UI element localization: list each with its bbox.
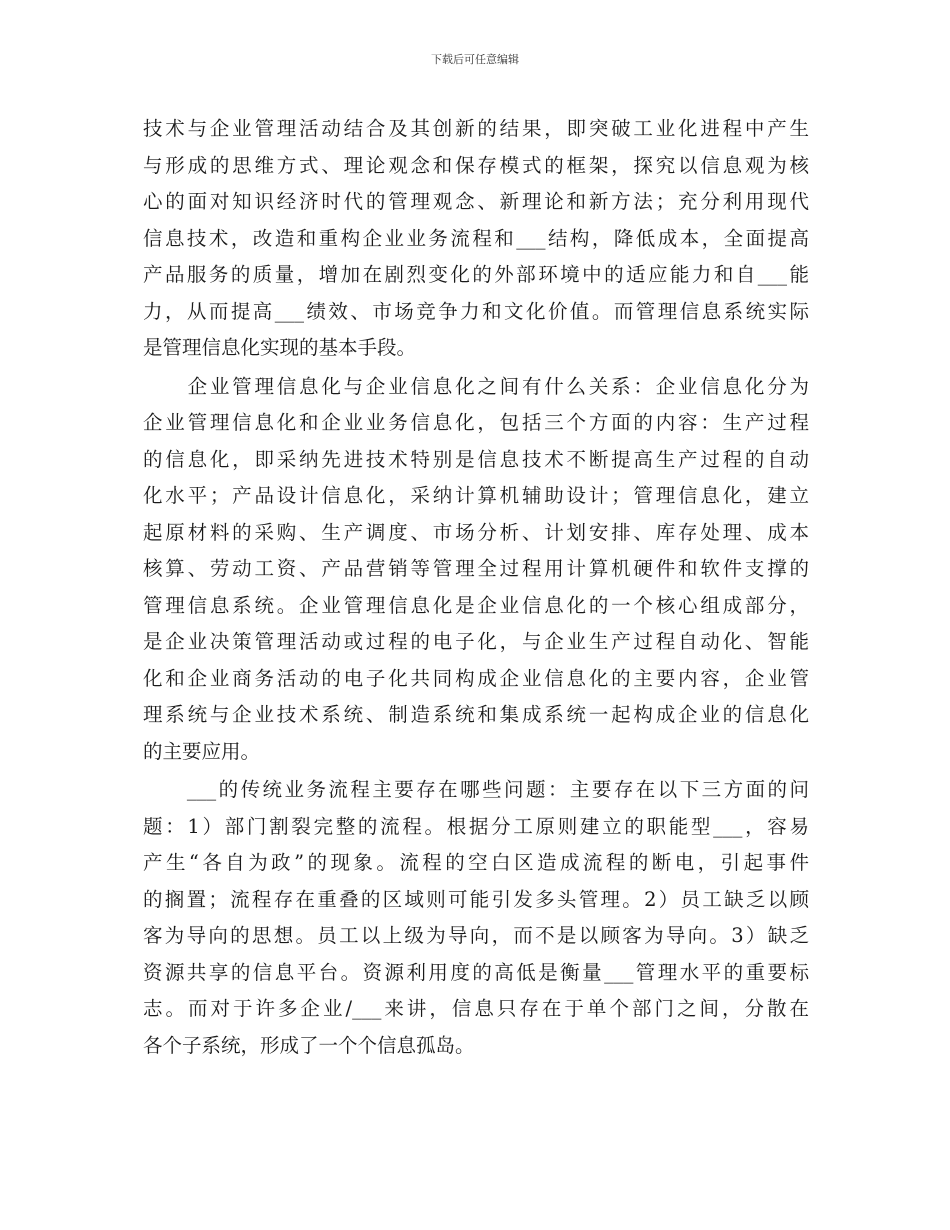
text-line: 各个子系统，形成了一个个信息孤岛。 bbox=[143, 1033, 475, 1057]
text-line: 企业管理信息化与企业信息化之间有什么关系：企业信息化分为 bbox=[143, 374, 809, 398]
text-line: 化水平；产品设计信息化，采纳计算机辅助设计；管理信息化，建立 bbox=[143, 484, 809, 507]
paragraph-3 bbox=[143, 772, 809, 1064]
text-line: 是企业决策管理活动或过程的电子化，与企业生产过程自动化、智能 bbox=[143, 630, 809, 653]
text-line: 的主要应用。 bbox=[143, 739, 261, 763]
text-line: 资源共享的信息平台。资源利用度的高低是衡量___管理水平的重要标 bbox=[143, 960, 809, 984]
text-line: 与形成的思维方式、理论观念和保存模式的框架，探究以信息观为核 bbox=[143, 153, 809, 177]
text-line: 的搁置；流程存在重叠的区域则可能引发多头管理。2）员工缺乏以顾 bbox=[143, 887, 809, 911]
text-line: 客为导向的思想。员工以上级为导向，而不是以顾客为导向。3）缺乏 bbox=[143, 924, 809, 947]
text-line: 志。而对于许多企业/___来讲，信息只存在于单个部门之间，分散在 bbox=[143, 997, 809, 1020]
text-line: 的信息化，即采纳先进技术特别是信息技术不断提高生产过程的自动 bbox=[143, 447, 809, 471]
page-header: 下载后可任意编辑 bbox=[431, 53, 519, 66]
text-line: 管理信息系统。企业管理信息化是企业信息化的一个核心组成部分， bbox=[143, 593, 809, 617]
text-line: 是管理信息化实现的基本手段。 bbox=[143, 336, 417, 359]
document-body bbox=[143, 111, 809, 1064]
text-line: 产生“各自为政”的现象。流程的空白区造成流程的断电，引起事件 bbox=[143, 851, 809, 874]
text-line: 化和企业商务活动的电子化共同构成企业信息化的主要内容，企业管 bbox=[143, 666, 809, 690]
paragraph-2 bbox=[143, 369, 809, 771]
text-line: 企业管理信息化和企业业务信息化，包括三个方面的内容：生产过程 bbox=[143, 411, 809, 434]
text-line: 理系统与企业技术系统、制造系统和集成系统一起构成企业的信息化 bbox=[143, 703, 809, 726]
text-line: 题：1）部门割裂完整的流程。根据分工原则建立的职能型___，容易 bbox=[143, 814, 809, 838]
text-line: 核算、劳动工资、产品营销等管理全过程用计算机硬件和软件支撑的 bbox=[143, 557, 809, 580]
text-line: 信息技术，改造和重构企业业务流程和___结构，降低成本，全面提高 bbox=[143, 226, 809, 250]
paragraph-1 bbox=[143, 111, 809, 367]
text-line: 产品服务的质量，增加在剧烈变化的外部环境中的适应能力和自___能 bbox=[143, 263, 809, 286]
text-line: 心的面对知识经济时代的管理观念、新理论和新方法；充分利用现代 bbox=[143, 190, 809, 213]
text-line: 力，从而提高___绩效、市场竞争力和文化价值。而管理信息系统实际 bbox=[143, 299, 809, 323]
text-line: ___的传统业务流程主要存在哪些问题：主要存在以下三方面的问 bbox=[143, 778, 809, 801]
text-line: 起原材料的采购、生产调度、市场分析、计划安排、库存处理、成本 bbox=[143, 520, 809, 544]
text-line: 技术与企业管理活动结合及其创新的结果，即突破工业化进程中产生 bbox=[143, 117, 809, 140]
